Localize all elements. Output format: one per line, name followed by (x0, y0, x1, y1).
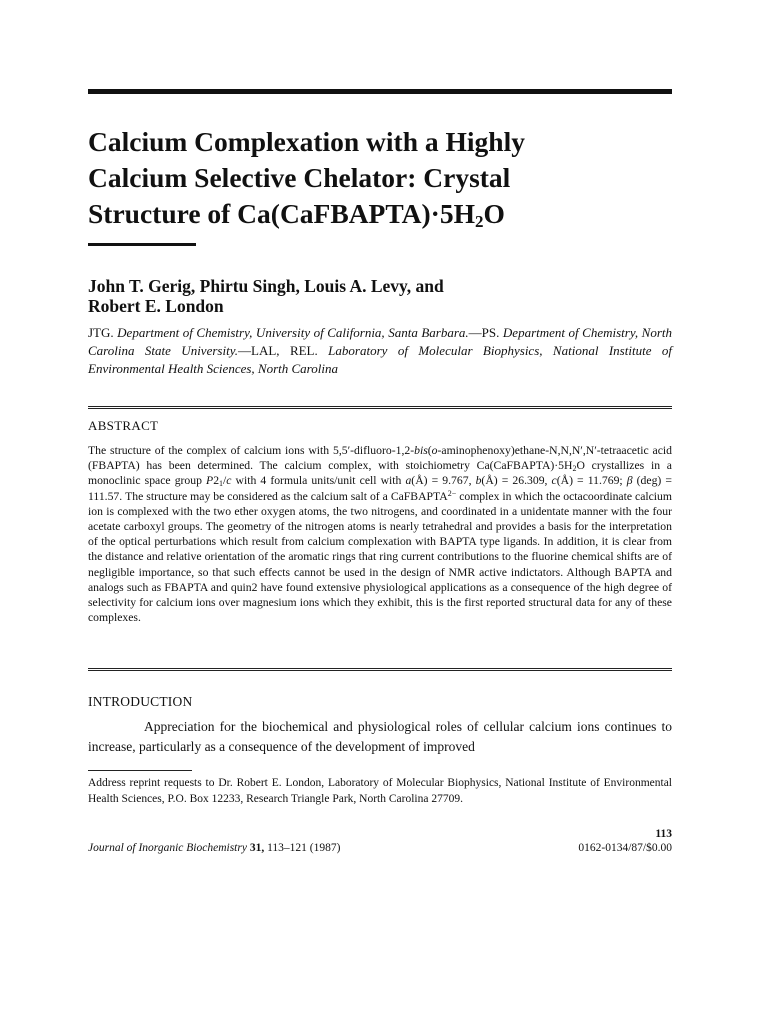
abs-seg: o (431, 444, 438, 457)
abstract-bottom-rule (88, 668, 672, 669)
abs-seg: 1 (219, 479, 224, 489)
journal-volume: 31, (249, 842, 265, 854)
title-divider (88, 243, 196, 246)
authors-line-1: John T. Gerig, Phirtu Singh, Louis A. Levy, and (88, 276, 444, 296)
abstract-body (88, 443, 672, 625)
abs-seg: (deg) = 111.57. The structure may be considered as the calcium salt of a CaFBAPTA (88, 474, 672, 503)
abs-seg: b (475, 474, 482, 488)
abstract-heading: ABSTRACT (88, 418, 159, 433)
abs-seg: 2 (572, 464, 577, 474)
paper-title (88, 124, 668, 232)
footnote-rule (88, 770, 192, 771)
abs-seg: with 4 formula units/unit cell with (231, 474, 406, 488)
abstract-top-rule (88, 406, 672, 407)
title-line-2: Calcium Selective Chelator: Crystal (88, 162, 511, 193)
journal-pages: 113–121 (1987) (264, 842, 341, 854)
abs-seg: c (551, 474, 557, 488)
affil-1-prefix: JTG. (88, 325, 114, 340)
affiliations (88, 324, 672, 378)
abs-seg: c (226, 474, 232, 488)
affil-3: Laboratory of Molecular Biophysics, National Institute of Environmental Health Sciences, North Carolina (88, 343, 672, 376)
abs-seg: (Å) = 9.767, (411, 474, 476, 488)
title-line-3-end: O (483, 198, 505, 229)
abs-seg: 2− (447, 488, 457, 498)
abs-seg: a (405, 474, 412, 488)
top-rule (88, 89, 672, 94)
affil-3-prefix: —LAL, REL. (238, 343, 318, 358)
abstract-bottom-rule-2 (88, 670, 672, 671)
abs-seg: bis (414, 444, 428, 457)
page-number: 113 (655, 828, 672, 840)
journal-name: Journal of Inorganic Biochemistry (88, 842, 247, 854)
introduction-heading: INTRODUCTION (88, 694, 193, 709)
abs-seg: (Å) = 26.309, (481, 474, 552, 488)
abs-seg: β (626, 474, 633, 488)
abs-seg: O crystallizes in a monoclinic space group (88, 459, 672, 488)
introduction-body: Appreciation for the biochemical and physiological roles of cellular calcium ions continues to increase, particularly as a consequence of the development of improved (88, 719, 672, 754)
abstract-top-rule-2 (88, 408, 672, 409)
authors-line-2: Robert E. London (88, 296, 224, 316)
abs-seg: The structure of the complex of calcium ions with 5,5′-difluoro-1,2- (88, 444, 415, 457)
affil-1: Department of Chemistry, University of California, Santa Barbara. (117, 325, 469, 340)
author-list (88, 276, 668, 316)
abs-seg: P (206, 474, 214, 488)
issn-code: 0162-0134/87/$0.00 (578, 842, 672, 854)
title-subscript: 2 (475, 212, 484, 231)
title-line-3: Structure of Ca(CaFBAPTA)·5H (88, 198, 475, 229)
reprint-footnote: Address reprint requests to Dr. Robert E. London, Laboratory of Molecular Biophysics, National Institute of Environmental Health Sciences, P.O. Box 12233, Research Triangle Park, North Carolina 27709. (88, 777, 672, 805)
affil-2: Department of Chemistry, North Carolina State University. (88, 325, 673, 358)
affil-2-prefix: —PS. (468, 325, 500, 340)
journal-citation (88, 842, 340, 854)
title-line-1: Calcium Complexation with a Highly (88, 126, 525, 157)
abs-seg: -aminophenoxy)ethane-N,N,N′,N′-tetraacetic acid (FBAPTA) has been determined. The calcium complex, with stoichiometry Ca(CaFBAPTA)·5H (88, 444, 672, 473)
abs-seg: complex in which the octacoordinate calcium ion is complexed with the two ether oxygen atoms, the two nitrogens, and coordinated in a unidentate manner with the four acetate carboxyl groups. The geometry of the nitrogen atoms is nearly tetrahedral and provides a basis for the interpretation of the optical perturbations which result from calcium complexation with BAPTA type ligands. In addition, it is clear from the distance and relative orientation of the aromatic rings that ring current contributions to the fluorine chemical shifts are of negligible importance, so that such effects cannot be used in the design of NMR active indictators. Although BAPTA and analogs such as FBAPTA and quin2 have found extensive physiological applications as a consequence of the high degree of selectivity for calcium ions over magnesium ions which they exhibit, this is the first reported structural data for any of these complexes. (88, 489, 672, 625)
abs-seg: / (223, 474, 227, 488)
abs-seg: 2 (213, 474, 220, 488)
abs-seg: ( (427, 444, 432, 457)
abs-seg: (Å) = 11.769; (556, 474, 627, 488)
